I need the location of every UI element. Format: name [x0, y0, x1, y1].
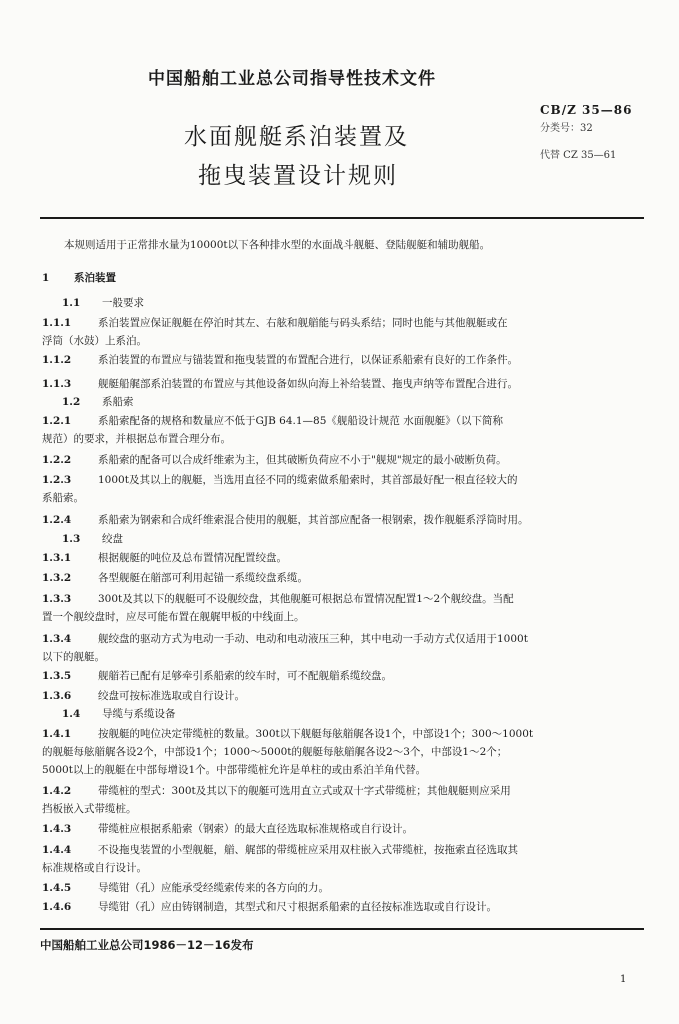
- clause-continuation: [42, 745, 507, 759]
- clause-continuation: [42, 491, 84, 505]
- clause-number: 1.2.1: [42, 415, 72, 427]
- clause-number: 1.3.3: [42, 593, 72, 605]
- page-number: 1: [620, 974, 627, 985]
- clause-1-4-5: [42, 881, 329, 895]
- clause-text: 带缆桩的型式：300t及其以下的舰艇可选用直立式或双十字式带缆桩；其他舰艇则应采用: [98, 785, 511, 797]
- clause-text: 系船索的配备可以合成纤维索为主，但其破断负荷应不小于"舰规"规定的最小破断负荷。: [98, 454, 507, 466]
- clause-text: 1000t及其以上的舰艇，当选用直径不同的缆索做系船索时，其首部最好配一根直径较大的: [98, 474, 518, 486]
- clause-number: 1.4.3: [42, 823, 72, 835]
- clause-text: 系泊装置应保证舰艇在停泊时其左、右舷和舰艏能与码头系结；同时也能与其他舰艇或在: [98, 317, 508, 329]
- clause-text: 系船索配备的规格和数量应不低于GJB 64.1—85《舰船设计规范 水面舰艇》（以下简称: [98, 415, 503, 427]
- clause-1-4: [62, 707, 176, 721]
- clause-number: 1.2.3: [42, 474, 72, 486]
- clause-number: 1.3.5: [42, 670, 72, 682]
- clause-1-4-4: [42, 843, 518, 857]
- clause-number: 1.1: [62, 297, 81, 309]
- clause-number: 1.4.4: [42, 844, 72, 856]
- clause-text: 不设拖曳装置的小型舰艇，艏、艉部的带缆桩应采用双柱嵌入式带缆桩，按拖索直径选取其: [98, 844, 518, 856]
- clause-1-3-2: [42, 571, 308, 585]
- clause-continuation: [42, 610, 305, 624]
- clause-1-1-2: [42, 353, 518, 367]
- clause-text: 导缆钳（孔）应能承受经缆索传来的各方向的力。: [98, 882, 329, 894]
- clause-text: 置一个舰绞盘时，应尽可能布置在舰艉甲板的中线面上。: [42, 611, 305, 623]
- clause-number: 1.1.2: [42, 354, 72, 366]
- clause-number: 1: [42, 272, 50, 284]
- clause-text: 根据舰艇的吨位及总布置情况配置绞盘。: [98, 552, 287, 564]
- clause-text: 以下的舰艇。: [42, 651, 105, 663]
- clause-text: 系船索为钢索和合成纤维索混合使用的舰艇，其首部应配备一根钢索，拨作舰艇系浮筒时用。: [98, 514, 529, 526]
- document-title-line-2: 拖曳装置设计规则: [198, 163, 398, 189]
- clause-number: 1.4.5: [42, 882, 72, 894]
- clause-text: 规范）的要求，并根据总布置合理分布。: [42, 433, 231, 445]
- clause-text: 绞盘: [102, 533, 123, 545]
- clause-1-3-4: [42, 632, 528, 646]
- clause-text: 各型舰艇在艏部可利用起锚一系缆绞盘系缆。: [98, 572, 308, 584]
- clause-continuation: [42, 763, 426, 777]
- clause-1-4-2: [42, 784, 511, 798]
- clause-1-2-3: [42, 473, 517, 487]
- clause-number: 1.2.2: [42, 454, 72, 466]
- clause-1-3: [62, 532, 123, 546]
- clause-text: 挡板嵌入式带缆桩。: [42, 803, 137, 815]
- clause-1: [42, 271, 116, 285]
- clause-text: 浮筒（水鼓）上系泊。: [42, 335, 147, 347]
- clause-number: 1.2.4: [42, 514, 72, 526]
- clause-number: 1.3: [62, 533, 81, 545]
- clause-text: 一般要求: [102, 297, 144, 309]
- clause-text: 5000t以上的舰艇在中部每增设1个。中部带缆桩允许是单柱的或由系泊羊角代替。: [42, 764, 427, 776]
- clause-text: 导缆钳（孔）应由铸钢制造，其型式和尺寸根据系船索的直径按标准选取或自行设计。: [98, 901, 497, 913]
- clause-text: 的舰艇每舷艏艉各设2个，中部设1个；1000～5000t的舰艇每舷艏艉各设2～3个，中部设1～2个；: [42, 746, 508, 758]
- clause-continuation: [42, 802, 137, 816]
- clause-1-3-1: [42, 551, 287, 565]
- clause-number: 1.4: [62, 708, 81, 720]
- clause-text: 绞盘可按标准选取或自行设计。: [98, 690, 245, 702]
- clause-continuation: [42, 432, 231, 446]
- clause-number: 1.4.6: [42, 901, 72, 913]
- footer-divider: [40, 928, 644, 930]
- clause-1-1-1: [42, 316, 508, 330]
- clause-1-2-4: [42, 513, 529, 527]
- clause-1-4-3: [42, 822, 413, 836]
- replaces-standard: 代替 CZ 35—61: [540, 150, 617, 161]
- clause-number: 1.1.3: [42, 378, 72, 390]
- clause-1-2-2: [42, 453, 507, 467]
- clause-text: 按舰艇的吨位决定带缆桩的数量。300t以下舰艇每舷艏艉各设1个，中部设1个；300～1000t: [98, 728, 534, 740]
- clause-text: 系船索。: [42, 492, 84, 504]
- clause-text: 导缆与系缆设备: [102, 708, 176, 720]
- clause-text: 系泊装置的布置应与锚装置和拖曳装置的布置配合进行，以保证系船索有良好的工作条件。: [98, 354, 518, 366]
- clause-1-1-3: [42, 377, 518, 391]
- issue-date-footer: 中国船舶工业总公司1986－12－16发布: [40, 938, 254, 952]
- clause-number: 1.3.6: [42, 690, 72, 702]
- clause-number: 1.1.1: [42, 317, 72, 329]
- clause-number: 1.3.1: [42, 552, 72, 564]
- standard-code: CB/Z 35—86: [540, 103, 633, 117]
- clause-text: 舰绞盘的驱动方式为电动一手动、电动和电动液压三种，其中电动一手动方式仅适用于1000t: [98, 633, 528, 645]
- clause-text: 标准规格或自行设计。: [42, 862, 147, 874]
- clause-1-2-1: [42, 414, 503, 428]
- intro-paragraph: 本规则适用于正常排水量为10000t以下各种排水型的水面战斗舰艇、登陆舰艇和辅助舰船。: [64, 239, 491, 251]
- document-title-line-1: 水面舰艇系泊装置及: [184, 124, 409, 150]
- clause-text: 舰艇船艉部系泊装置的布置应与其他设备如纵向海上补给装置、拖曳声纳等布置配合进行。: [98, 378, 518, 390]
- clause-1-2: [62, 395, 134, 409]
- clause-1-4-1: [42, 727, 533, 741]
- header-divider: [40, 217, 644, 219]
- clause-1-3-6: [42, 689, 245, 703]
- clause-text: 带缆桩应根据系船索（钢索）的最大直径选取标准规格或自行设计。: [98, 823, 413, 835]
- clause-number: 1.3.4: [42, 633, 72, 645]
- clause-number: 1.4.2: [42, 785, 72, 797]
- classification-number: 分类号：32: [540, 123, 593, 134]
- clause-continuation: [42, 650, 105, 664]
- clause-text: 舰艏若已配有足够牵引系船索的绞车时，可不配舰艏系缆绞盘。: [98, 670, 392, 682]
- clause-text: 系船索: [102, 396, 134, 408]
- clause-number: 1.2: [62, 396, 81, 408]
- clause-1-3-5: [42, 669, 392, 683]
- clause-text: 300t及其以下的舰艇可不设舰绞盘，其他舰艇可根据总布置情况配置1～2个舰绞盘。当配: [98, 593, 514, 605]
- issuing-organization: 中国船舶工业总公司指导性技术文件: [148, 69, 436, 89]
- clause-number: 1.3.2: [42, 572, 72, 584]
- clause-text: 系泊装置: [74, 272, 116, 284]
- clause-continuation: [42, 861, 147, 875]
- clause-continuation: [42, 334, 147, 348]
- clause-1-4-6: [42, 900, 497, 914]
- clause-1-3-3: [42, 592, 514, 606]
- clause-number: 1.4.1: [42, 728, 72, 740]
- clause-1-1: [62, 296, 144, 310]
